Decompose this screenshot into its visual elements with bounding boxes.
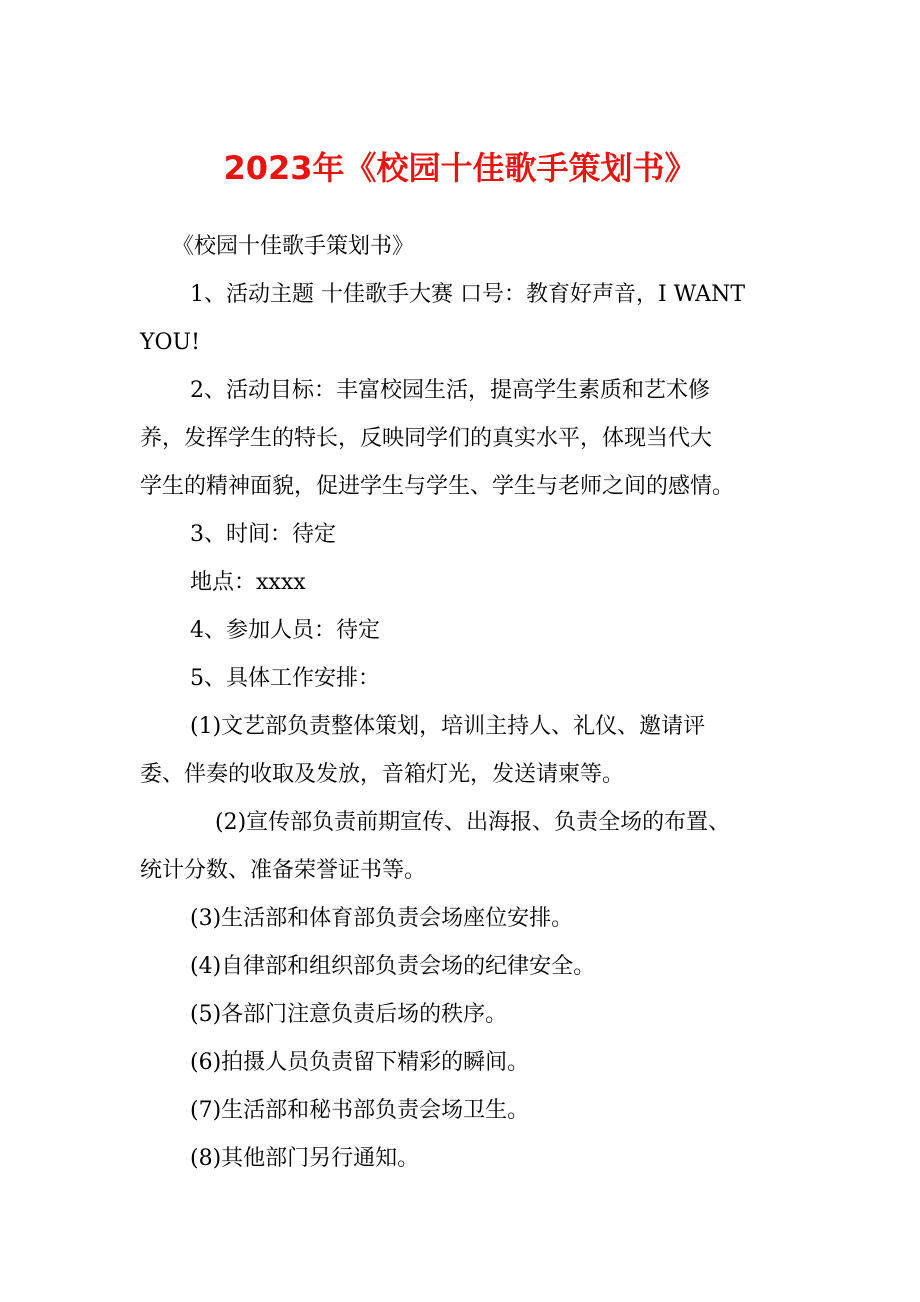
task-item-8: (8)其他部门另行通知。 [190, 1146, 420, 1171]
task-item-1: (1)文艺部负责整体策划，培训主持人、礼仪、邀请评 [190, 714, 706, 739]
task-item-2-cont: 统计分数、准备荣誉证书等。 [140, 858, 427, 883]
task-item-6: (6)拍摄人员负责留下精彩的瞬间。 [190, 1050, 530, 1075]
paragraph-participants: 4、参加人员：待定 [190, 618, 380, 643]
task-item-3: (3)生活部和体育部负责会场座位安排。 [190, 906, 574, 931]
task-item-2: (2)宣传部负责前期宣传、出海报、负责全场的布置、 [215, 810, 731, 835]
paragraph-theme-cont: YOU! [140, 330, 200, 355]
document-subtitle: 《校园十佳歌手策划书》 [172, 234, 415, 259]
paragraph-arrangement: 5、具体工作安排： [190, 666, 380, 691]
task-item-4: (4)自律部和组织部负责会场的纪律安全。 [190, 954, 596, 979]
paragraph-goal-cont-1: 养，发挥学生的特长，反映同学们的真实水平，体现当代大 [140, 426, 713, 451]
task-item-1-cont: 委、伴奏的收取及发放，音箱灯光，发送请柬等。 [140, 762, 625, 787]
paragraph-theme: 1、活动主题 十佳歌手大赛 口号：教育好声音，I WANT [190, 282, 745, 307]
task-item-7: (7)生活部和秘书部负责会场卫生。 [190, 1098, 530, 1123]
task-item-5: (5)各部门注意负责后场的秩序。 [190, 1002, 508, 1027]
paragraph-location: 地点：xxxx [190, 570, 306, 595]
paragraph-time: 3、时间：待定 [190, 522, 336, 547]
paragraph-goal-cont-2: 学生的精神面貌，促进学生与学生、学生与老师之间的感情。 [140, 474, 735, 499]
paragraph-goal: 2、活动目标：丰富校园生活，提高学生素质和艺术修 [190, 378, 710, 403]
document-title: 2023年《校园十佳歌手策划书》 [223, 149, 697, 187]
